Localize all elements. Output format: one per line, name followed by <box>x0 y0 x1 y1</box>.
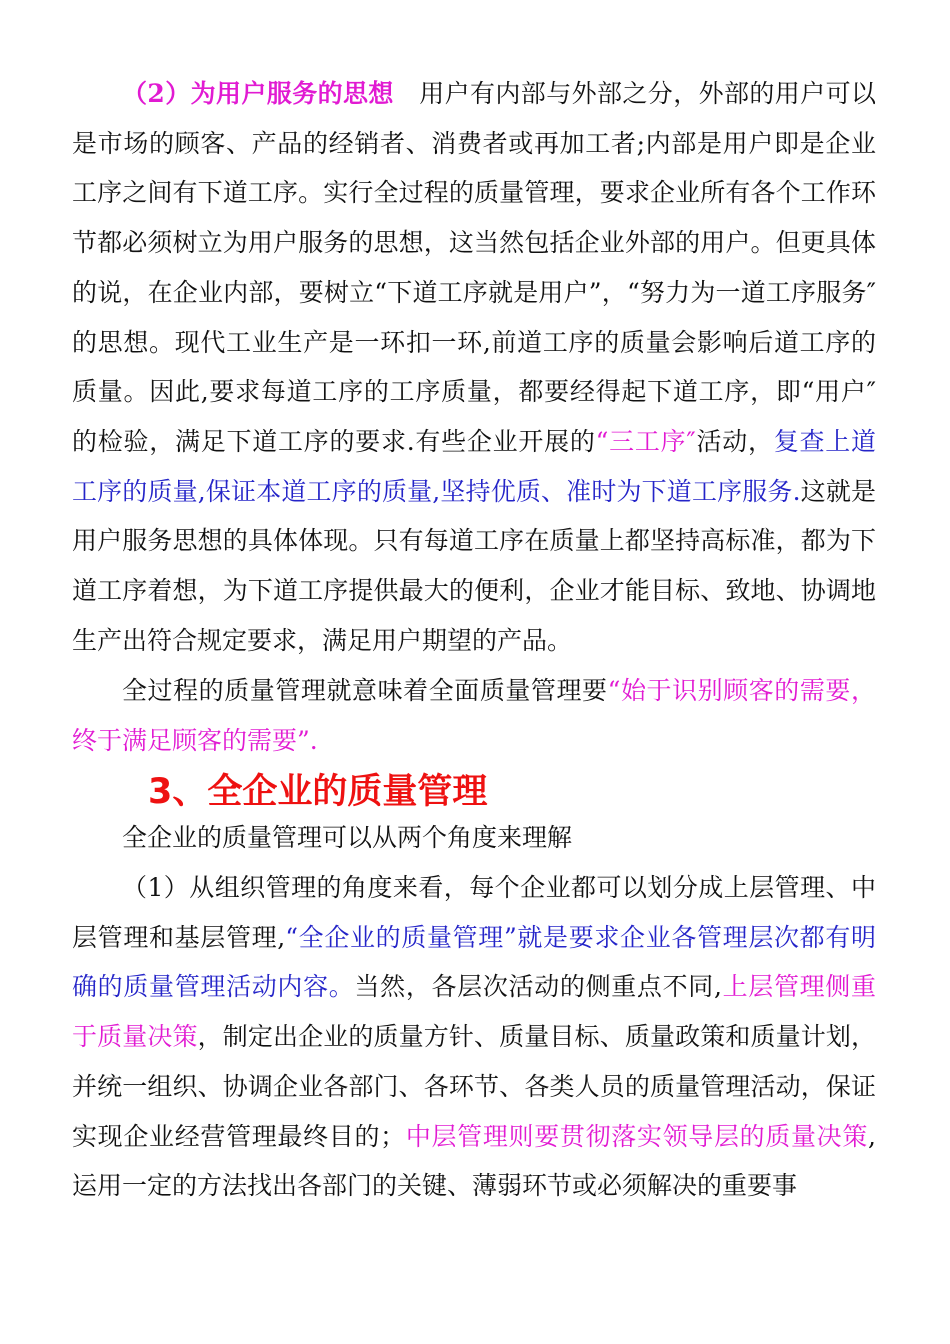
paragraph-text: 全过程的质量管理就意味着全面质量管理要 <box>122 676 608 705</box>
paragraph-text: 当然，各层次活动的侧重点不同, <box>354 972 722 1002</box>
highlight-middle-management: 中层管理则要贯彻落实领导层的质量决策 <box>405 1121 869 1151</box>
paragraph-text: ，制定出企业的质量方针、质量目标、质量政策和质量计划，并统一组织、协调企业各部门、各环节、各类人员的质量管理活动，保证实现企业经营管理最终目的； <box>72 1022 876 1151</box>
paragraph-text: （1）从组织管理的角度来看，每个企业都可以划分成上层管理、中层管理和基层管理, <box>72 873 876 952</box>
paragraph-intro: 全企业的质量管理可以从两个角度来理解 <box>122 823 573 852</box>
paragraph-text: 这就是用户服务思想的具体体现。只有每道工序在质量上都坚持高标准，都为下道工序着想，为下道工序提供最大的便利，企业才能目标、致地、协调地生产出符合规定要求，满足用户期望的产品。 <box>72 476 876 655</box>
highlight-all-levels: “全企业的质量管理”就是要求企业各管理层次都有明确的质量管理活动内容。 <box>72 922 876 1002</box>
paragraph-text: ,运用一定的方法找出各部门的关键、薄弱环节或必须解决的重要事 <box>72 1121 876 1201</box>
highlight-san-gongxu: “三工序″ <box>595 426 696 456</box>
paragraph-text: 活动， <box>695 426 774 456</box>
paragraph-full-process <box>72 666 876 765</box>
highlight-gongxu-service: 复查上道工序的质量,保证本道工序的质量,坚持优质、准时为下道工序服务. <box>72 426 876 506</box>
subsection-lead-title: （2）为用户服务的思想 <box>122 79 394 108</box>
highlight-customer-needs: “始于识别顾客的需要，终于满足顾客的需要”. <box>72 676 876 755</box>
section-heading: 3、全企业的质量管理 <box>148 772 488 812</box>
paragraph-organization <box>72 863 876 1211</box>
highlight-top-management: 上层管理侧重于质量决策 <box>72 972 876 1052</box>
paragraph-text: 用户有内部与外部之分，外部的用户可以是市场的顾客、产品的经销者、消费者或再加工者;内部是用户即是企业工序之间有下道工序。实行全过程的质量管理，要求企业所有各个工作环节都必须树立为用户服务的思想，这当然包括企业外部的用户。但更具体的说，在企业内部，要树立“下道工序就是用户”，“努力为一道工序服务″的思想。现代工业生产是一环扣一环,前道工序的质量会影响后道工序的质量。因此,要求每道工序的工序质量，都要经得起下道工序，即“用户″的检验，满足下道工序的要求.有些企业开展的 <box>72 79 876 456</box>
paragraph-user-service <box>72 69 876 665</box>
